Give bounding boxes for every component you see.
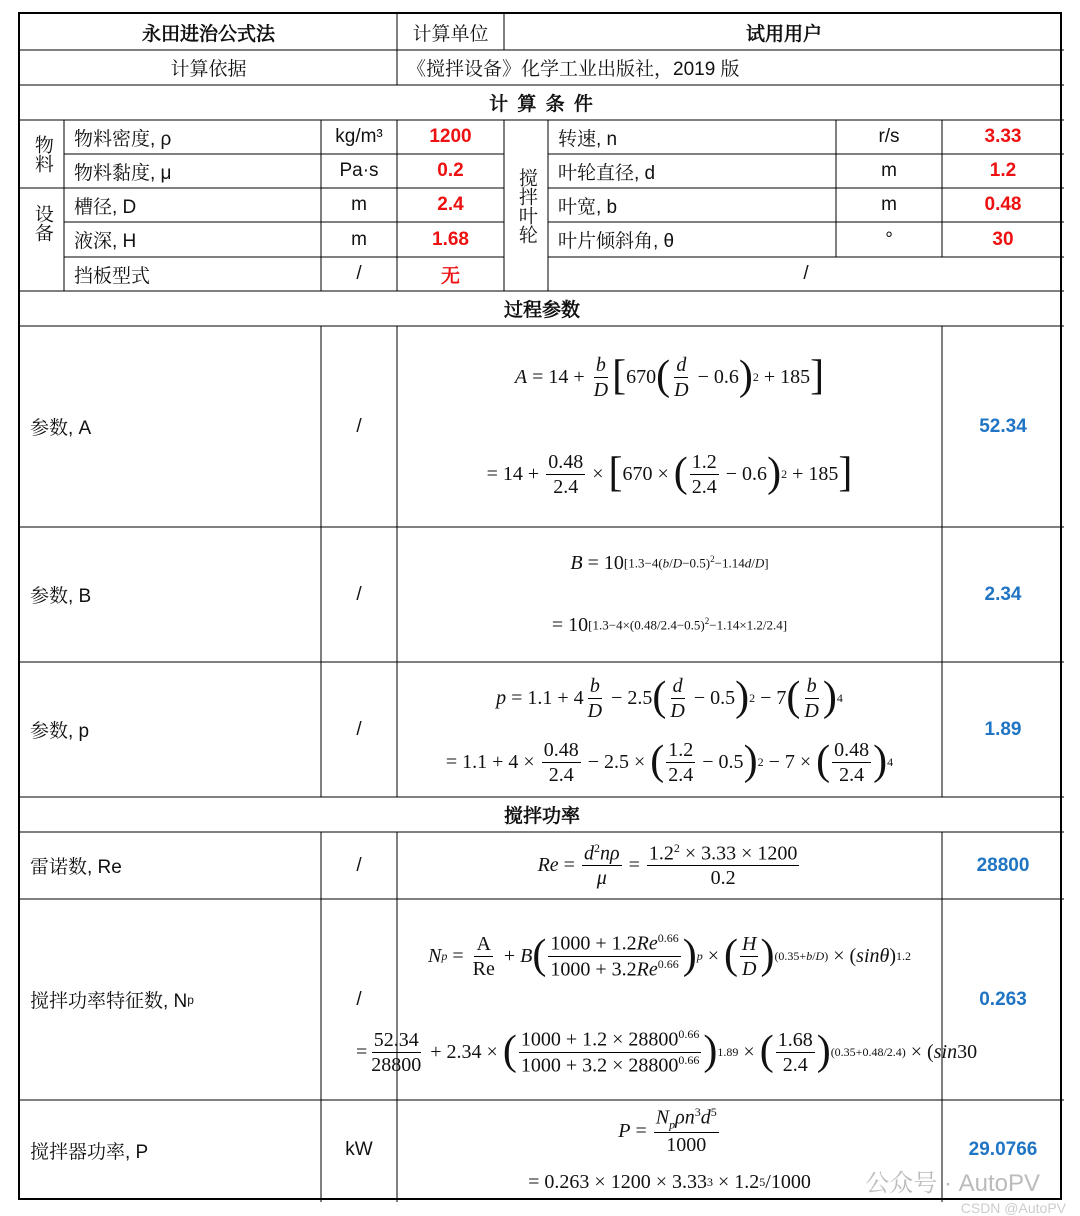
result-p-name: 参数, p xyxy=(30,721,90,742)
formula-p-symbolic: p = 1.1 + 4 $\frac{b}{D}$ − 2.5 ( $\frac{d}{D}$ − 0.5 ) 2 − 7 ( $\frac{b}{D}$ ) 4 xyxy=(496,674,843,722)
param-baffle-name: 挡板型式 xyxy=(74,265,151,287)
power-title: 搅拌功率 xyxy=(503,806,580,827)
param-liquid-depth-value: 1.68 xyxy=(432,228,469,250)
result-np-value: 0.263 xyxy=(979,988,1027,1010)
calculation-sheet xyxy=(18,12,1062,1200)
param-blade-angle-unit: ° xyxy=(885,228,893,250)
param-density-value: 1200 xyxy=(429,126,472,147)
result-np-name: 搅拌功率特征数, N p xyxy=(30,991,194,1012)
result-p-value: 1.89 xyxy=(984,718,1022,740)
param-tank-diameter-value: 2.4 xyxy=(437,194,464,215)
formula-power-symbolic: P = $\frac{N_p\rho n^3d^5}{1000}$ xyxy=(618,1104,717,1157)
param-impeller-diameter-unit: m xyxy=(881,160,897,181)
basis-label: 计算依据 xyxy=(170,59,247,80)
param-liquid-depth-name: 液深, H xyxy=(74,231,137,252)
watermark-small: CSDN @AutoPV xyxy=(960,1200,1066,1216)
group-impeller: 搅拌叶轮 xyxy=(515,167,537,244)
param-speed-unit: r/s xyxy=(878,126,900,147)
param-density-name: 物料密度, ρ xyxy=(74,128,172,150)
group-equipment: 设备 xyxy=(31,203,53,242)
result-power-value: 29.0766 xyxy=(968,1139,1038,1160)
param-speed-name: 转速, n xyxy=(558,128,618,150)
param-tank-diameter-name: 槽径, D xyxy=(74,196,137,218)
unit-label: 计算单位 xyxy=(412,23,489,45)
param-impeller-diameter-name: 叶轮直径, d xyxy=(558,162,656,184)
formula-b-symbolic: B = 10 $[1.3-4(b/D-0.5)^2-1.14d/D]$ xyxy=(570,551,769,574)
result-b-name: 参数, B xyxy=(30,586,92,607)
param-speed-value: 3.33 xyxy=(984,126,1022,147)
formula-np-symbolic: N p = $\frac{A}{Re}$ + B ( $\frac{1000 + 1.2Re^{0.66}}{1000 + 3.2Re^{0.66}}$ ) p × ( $\frac{H}{D}$ ) (0.35+b/D) × ( sinθ ) 1.2 xyxy=(427,930,912,981)
param-blade-width-unit: m xyxy=(881,194,897,215)
result-a-value: 52.34 xyxy=(979,415,1027,437)
param-baffle-unit: / xyxy=(356,263,362,284)
result-re-name: 雷诺数, Re xyxy=(30,857,122,878)
formula-a-numeric: = 14 + $\frac{0.48}{2.4}$ × [ 670 × ( $\frac{1.2}{2.4}$ − 0.6 ) 2 + 185 ] xyxy=(486,450,853,498)
result-p-unit: / xyxy=(356,718,362,740)
method-title: 永田进治公式法 xyxy=(141,23,275,45)
param-blade-width-value: 0.48 xyxy=(984,194,1022,215)
basis-value: 《搅拌设备》化学工业出版社，2019 版 xyxy=(407,59,740,80)
result-power-name: 搅拌器功率, P xyxy=(30,1141,149,1163)
result-np-unit: / xyxy=(356,988,362,1010)
param-blade-width-name: 叶宽, b xyxy=(558,196,618,218)
result-re-value: 28800 xyxy=(976,854,1030,876)
result-power-unit: kW xyxy=(345,1139,373,1160)
group-material: 物料 xyxy=(31,135,53,173)
param-viscosity-name: 物料黏度, μ xyxy=(74,162,172,184)
formula-np-numeric: = $\frac{52.34}{28800}$ + 2.34 × ( $\frac{1000 + 1.2 \times 28800^{0.66}}{1000 + 3.2 \times 28800^{0.66}}$ ) 1.89 × ( $\frac{1.68}{2.4}$ ) (0.35+0.48/2.4) × ( sin 30 xyxy=(356,1026,978,1077)
formula-p-numeric: = 1.1 + 4 × $\frac{0.48}{2.4}$ − 2.5 × ( $\frac{1.2}{2.4}$ − 0.5 ) 2 − 7 × ( $\frac{0.48}{2.4}$ ) 4 xyxy=(445,738,894,786)
param-viscosity-unit: Pa·s xyxy=(339,160,379,181)
param-tank-diameter-unit: m xyxy=(351,194,367,215)
param-blade-angle-name: 叶片倾斜角, θ xyxy=(558,231,675,252)
process-title: 过程参数 xyxy=(503,300,580,321)
formula-re: Re = $\frac{d^2n\rho}{\mu}$ = $\frac{1.2^2 \times 3.33 \times 1200}{0.2}$ xyxy=(537,840,798,890)
user-label: 试用用户 xyxy=(745,23,822,45)
formula-a-symbolic: A = 14 + $\frac{b}{D}$ [ 670 ( $\frac{d}{D}$ − 0.6 ) 2 + 185 ] xyxy=(514,353,825,401)
param-liquid-depth-unit: m xyxy=(351,228,367,250)
param-blade-angle-value: 30 xyxy=(992,228,1014,250)
formula-b-numeric: = 10 $[1.3-4\times(0.48/2.4-0.5)^2-1.14\times 1.2/2.4]$ xyxy=(551,613,788,636)
param-density-unit: kg/m³ xyxy=(335,126,383,147)
param-baffle-value: 无 xyxy=(440,265,460,287)
watermark: 公众号 · AutoPV xyxy=(865,1170,1040,1197)
right-empty: / xyxy=(803,263,809,284)
param-impeller-diameter-value: 1.2 xyxy=(989,160,1017,181)
result-b-unit: / xyxy=(356,583,362,605)
result-a-name: 参数, A xyxy=(30,418,92,439)
param-viscosity-value: 0.2 xyxy=(437,160,464,181)
result-a-unit: / xyxy=(356,415,362,437)
conditions-title: 计 算 条 件 xyxy=(489,94,595,115)
result-b-value: 2.34 xyxy=(984,583,1022,605)
formula-power-numeric: = 0.263 × 1200 × 3.33 3 × 1.2 5 /1000 xyxy=(528,1170,811,1193)
result-re-unit: / xyxy=(356,854,362,876)
